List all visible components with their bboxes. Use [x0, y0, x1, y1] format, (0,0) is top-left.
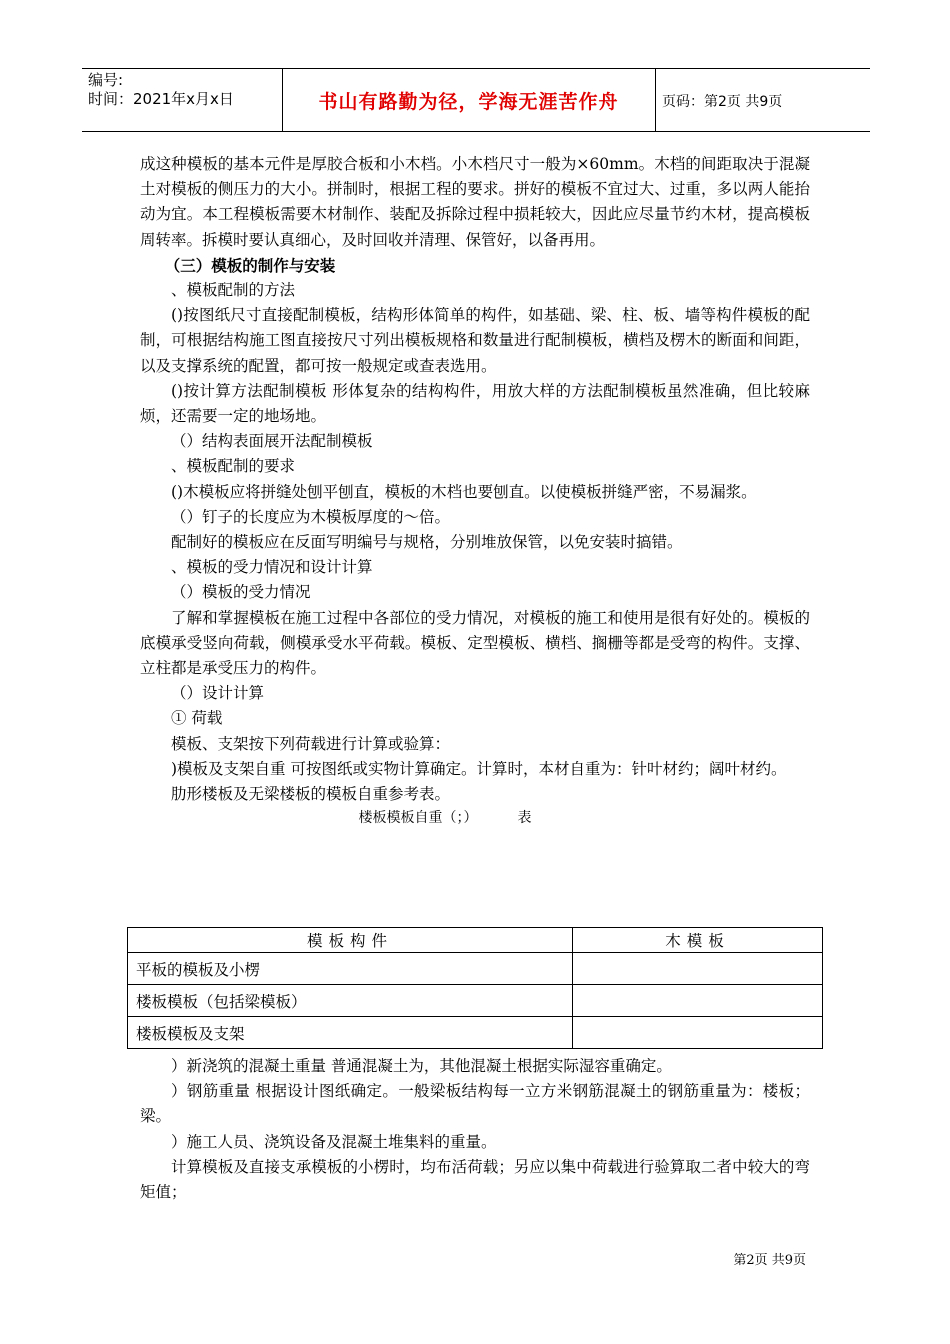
- date-label: 时间：2021年x月x日: [88, 90, 234, 108]
- table-cell: 楼板模板及支架: [128, 1017, 573, 1049]
- paragraph: ① 荷载: [171, 709, 223, 728]
- header-meta: [88, 71, 234, 109]
- paragraph: 配制好的模板应在反面写明编号与规格，分别堆放保管，以免安装时搞错。: [171, 533, 683, 552]
- table-header-row: [128, 928, 823, 953]
- table-cell: 平板的模板及小楞: [128, 953, 573, 985]
- page-footer: 第2页 共9页: [733, 1253, 806, 1268]
- table-caption-text: 楼板模板自重（；）: [358, 810, 478, 827]
- number-label: 编号:: [88, 71, 124, 89]
- paragraph: ()按计算方法配制模板 形体复杂的结构构件，用放大样的方法配制模板虽然准确，但比较麻烦，还需要一定的地场地。: [140, 381, 810, 426]
- paragraph: ）钢筋重量 根据设计图纸确定。一般梁板结构每一立方米钢筋混凝土的钢筋重量为：楼板；梁。: [140, 1082, 810, 1126]
- table-header-cell: 木模板: [573, 928, 823, 953]
- paragraph: （）钉子的长度应为木模板厚度的～倍。: [171, 507, 451, 526]
- paragraph: 、模板配制的要求: [171, 457, 296, 476]
- table-caption: [140, 807, 810, 829]
- header-divider: [655, 69, 656, 131]
- paragraph: 模板、支架按下列荷载进行计算或验算：: [171, 734, 451, 753]
- paragraph: 了解和掌握模板在施工过程中各部位的受力情况，对模板的施工和使用是很有好处的。模板的底模承受竖向荷载，侧模承受水平荷载。模板、定型模板、横档、搁栅等都是受弯的构件。支撑、立柱都是承受压力的构件。: [140, 608, 810, 678]
- table-header-cell: 模板构件: [128, 928, 573, 953]
- paragraph: ）施工人员、浇筑设备及混凝土堆集料的重量。: [171, 1132, 497, 1151]
- paragraph: 、模板的受力情况和设计计算: [171, 558, 373, 577]
- paragraph: )模板及支架自重 可按图纸或实物计算确定。计算时，本材自重为：针叶材约；阔叶材约。: [171, 759, 787, 778]
- paragraph: 计算模板及直接支承模板的小楞时，均布活荷载；另应以集中荷载进行验算取二者中较大的弯矩值；: [140, 1157, 810, 1202]
- section-heading: （三）模板的制作与安装: [164, 255, 336, 275]
- paragraph: （）设计计算: [171, 684, 265, 703]
- table-cell: [573, 953, 823, 985]
- header-motto: 书山有路勤为径，学海无涯苦作舟: [318, 91, 619, 113]
- paragraph: 、模板配制的方法: [171, 281, 296, 300]
- table-cell: [573, 985, 823, 1017]
- header-page-number: 页码：第2页 共9页: [662, 94, 783, 110]
- table-row: [128, 1017, 823, 1049]
- paragraph: ）新浇筑的混凝土重量 普通混凝土为，其他混凝土根据实际湿容重确定。: [171, 1057, 672, 1075]
- paragraph: ()木模板应将拼缝处刨平刨直，模板的木档也要刨直。以使模板拼缝严密，不易漏浆。: [171, 482, 757, 501]
- table-caption-suffix: 表: [517, 810, 532, 827]
- paragraph: （）模板的受力情况: [171, 583, 311, 602]
- paragraph: 成这种模板的基本元件是厚胶合板和小木档。小木档尺寸一般为×60mm。木档的间距取决于混凝土对模板的侧压力的大小。拼制时，根据工程的要求。拼好的模板不宜过大、过重，多以两人能抬动为宜。本工程模板需要木材制作、装配及拆除过程中损耗较大，因此应尽量节约木材，提高模板周转率。拆模时要认真细心，及时回收并清理、保管好，以备再用。: [140, 155, 810, 249]
- formwork-weight-table: [127, 927, 823, 1049]
- paragraph: ()按图纸尺寸直接配制模板，结构形体简单的构件，如基础、梁、柱、板、墙等构件模板的配制，可根据结构施工图直接按尺寸列出模板规格和数量进行配制模板，横档及楞木的断面和间距，以及支撑系统的配置，都可按一般规定或查表选用。: [140, 306, 810, 375]
- table-cell: [573, 1017, 823, 1049]
- table-row: [128, 985, 823, 1017]
- document-body-continued: [140, 1054, 810, 1205]
- page-header: [82, 68, 870, 132]
- document-body: [140, 152, 810, 829]
- paragraph: 肋形楼板及无梁楼板的模板自重参考表。: [171, 785, 451, 804]
- table-cell: 楼板模板（包括梁模板）: [128, 985, 573, 1017]
- paragraph: （）结构表面展开法配制模板: [171, 432, 373, 451]
- table-row: [128, 953, 823, 985]
